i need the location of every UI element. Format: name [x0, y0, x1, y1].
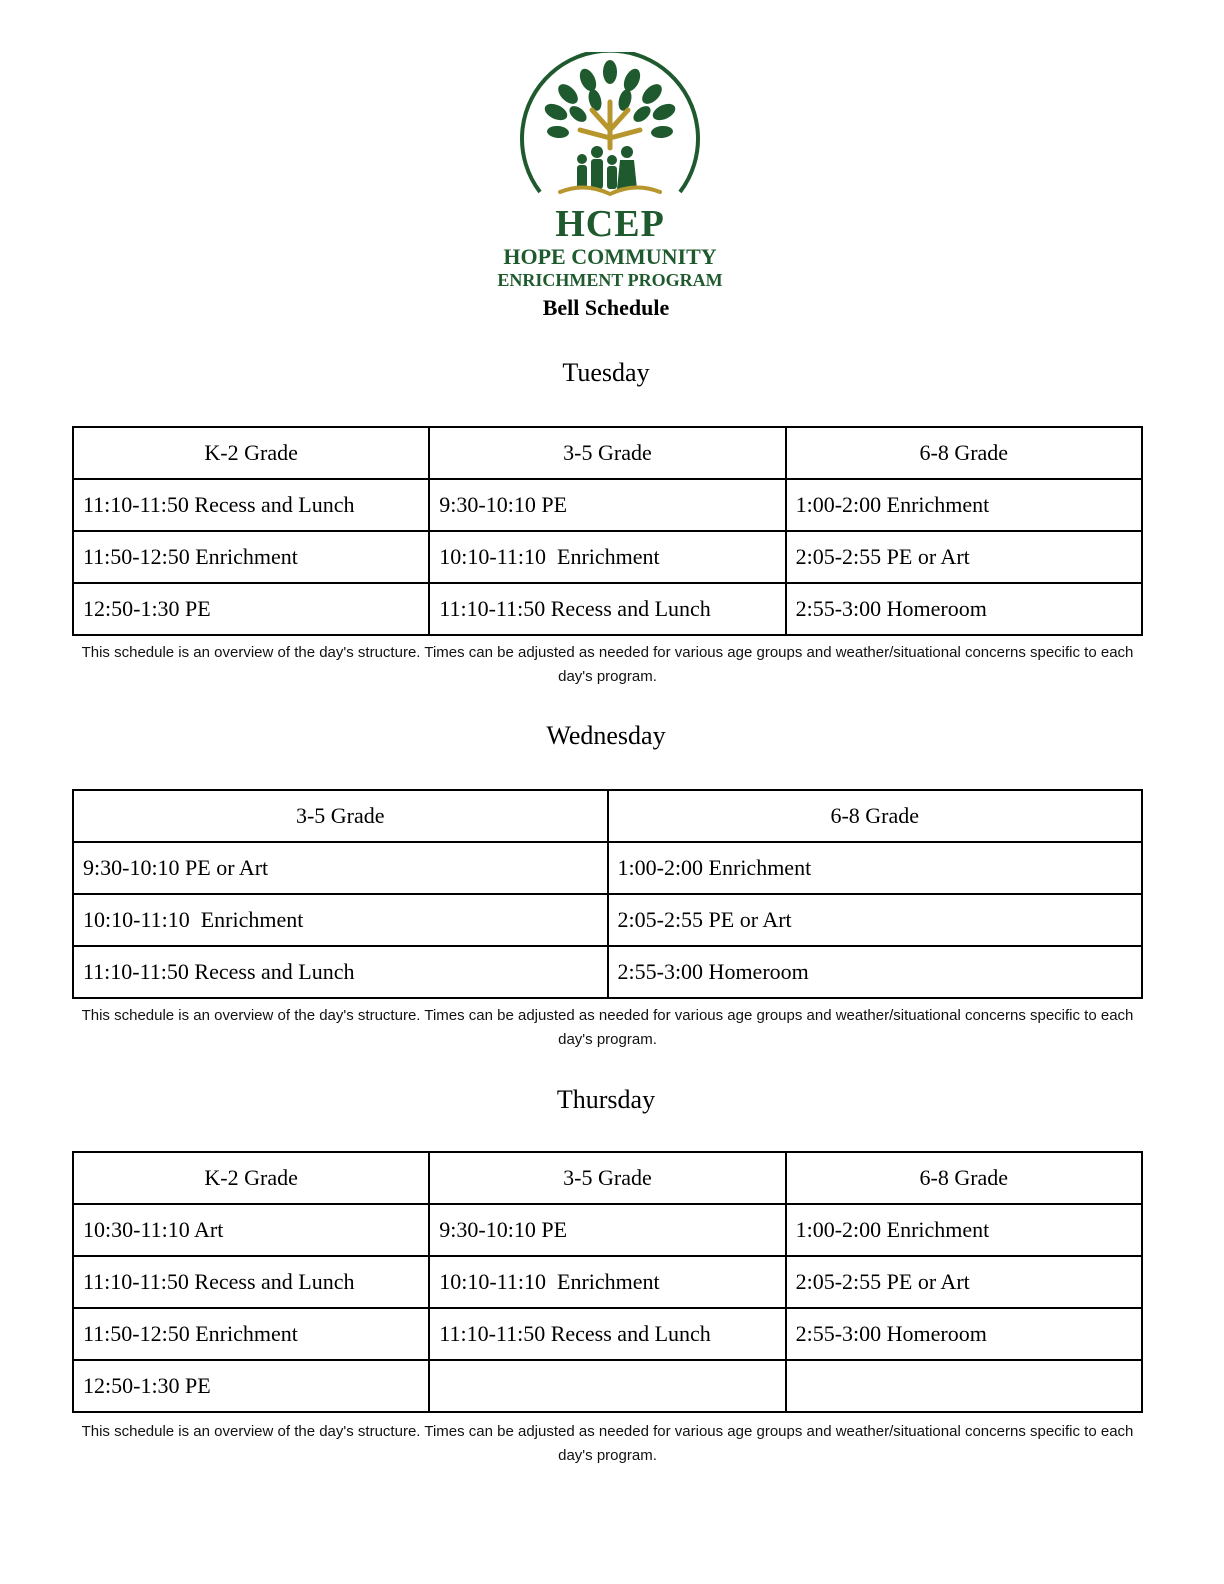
column-header: K-2 Grade	[73, 427, 429, 479]
table-cell: 11:50-12:50 Enrichment	[73, 1308, 429, 1360]
day-heading-wednesday: Wednesday	[546, 721, 666, 750]
table-cell: 11:10-11:50 Recess and Lunch	[429, 583, 785, 635]
table-cell: 12:50-1:30 PE	[73, 583, 429, 635]
column-header: 6-8 Grade	[608, 790, 1143, 842]
table-cell: 11:10-11:50 Recess and Lunch	[429, 1308, 785, 1360]
table-row	[73, 894, 1142, 946]
table-cell: 1:00-2:00 Enrichment	[608, 842, 1143, 894]
day-heading-tuesday: Tuesday	[562, 358, 650, 387]
table-row	[73, 1308, 1142, 1360]
table-cell: 2:55-3:00 Homeroom	[608, 946, 1143, 998]
table-cell: 9:30-10:10 PE or Art	[73, 842, 608, 894]
schedule-table-tuesday	[72, 426, 1143, 636]
table-cell: 11:10-11:50 Recess and Lunch	[73, 946, 608, 998]
table-cell: 11:10-11:50 Recess and Lunch	[73, 1256, 429, 1308]
tree-family-emblem-icon	[480, 52, 740, 222]
table-cell: 10:10-11:10 Enrichment	[429, 531, 785, 583]
table-header-row	[73, 790, 1142, 842]
table-row	[73, 1204, 1142, 1256]
logo-name-line2: ENRICHMENT PROGRAM	[497, 270, 723, 290]
table-cell: 2:05-2:55 PE or Art	[786, 1256, 1142, 1308]
column-header: K-2 Grade	[73, 1152, 429, 1204]
table-row	[73, 479, 1142, 531]
table-cell: 10:10-11:10 Enrichment	[73, 894, 608, 946]
table-cell: 2:55-3:00 Homeroom	[786, 1308, 1142, 1360]
table-cell: 10:10-11:10 Enrichment	[429, 1256, 785, 1308]
schedule-note-tuesday: This schedule is an overview of the day's structure. Times can be adjusted as needed for various age groups and weather/situational concerns specific to each day's program.	[81, 644, 1134, 685]
table-row	[73, 1256, 1142, 1308]
table-cell	[786, 1360, 1142, 1412]
column-header: 3-5 Grade	[429, 427, 785, 479]
table-cell: 1:00-2:00 Enrichment	[786, 479, 1142, 531]
schedule-note-wednesday: This schedule is an overview of the day's structure. Times can be adjusted as needed for various age groups and weather/situational concerns specific to each day's program.	[81, 1007, 1134, 1048]
table-cell: 9:30-10:10 PE	[429, 479, 785, 531]
document-title: Bell Schedule	[542, 295, 670, 320]
logo-name-line1: HOPE COMMUNITY	[503, 244, 717, 269]
table-cell: 2:05-2:55 PE or Art	[786, 531, 1142, 583]
table-row	[73, 842, 1142, 894]
column-header: 3-5 Grade	[429, 1152, 785, 1204]
table-cell: 11:10-11:50 Recess and Lunch	[73, 479, 429, 531]
day-heading-thursday: Thursday	[556, 1085, 656, 1114]
table-cell: 9:30-10:10 PE	[429, 1204, 785, 1256]
table-row	[73, 583, 1142, 635]
column-header: 6-8 Grade	[786, 1152, 1142, 1204]
table-cell: 11:50-12:50 Enrichment	[73, 531, 429, 583]
table-cell: 12:50-1:30 PE	[73, 1360, 429, 1412]
hcep-logo	[480, 52, 740, 297]
table-cell: 2:05-2:55 PE or Art	[608, 894, 1143, 946]
schedule-note-thursday: This schedule is an overview of the day's structure. Times can be adjusted as needed for various age groups and weather/situational concerns specific to each day's program.	[81, 1423, 1134, 1464]
table-cell: 10:30-11:10 Art	[73, 1204, 429, 1256]
table-header-row	[73, 1152, 1142, 1204]
schedule-table-thursday	[72, 1151, 1143, 1413]
column-header: 6-8 Grade	[786, 427, 1142, 479]
table-row	[73, 531, 1142, 583]
column-header: 3-5 Grade	[73, 790, 608, 842]
schedule-table-wednesday	[72, 789, 1143, 999]
table-cell: 1:00-2:00 Enrichment	[786, 1204, 1142, 1256]
table-row	[73, 1360, 1142, 1412]
table-cell: 2:55-3:00 Homeroom	[786, 583, 1142, 635]
table-header-row	[73, 427, 1142, 479]
table-row	[73, 946, 1142, 998]
logo-acronym: HCEP	[555, 203, 665, 245]
table-cell	[429, 1360, 785, 1412]
